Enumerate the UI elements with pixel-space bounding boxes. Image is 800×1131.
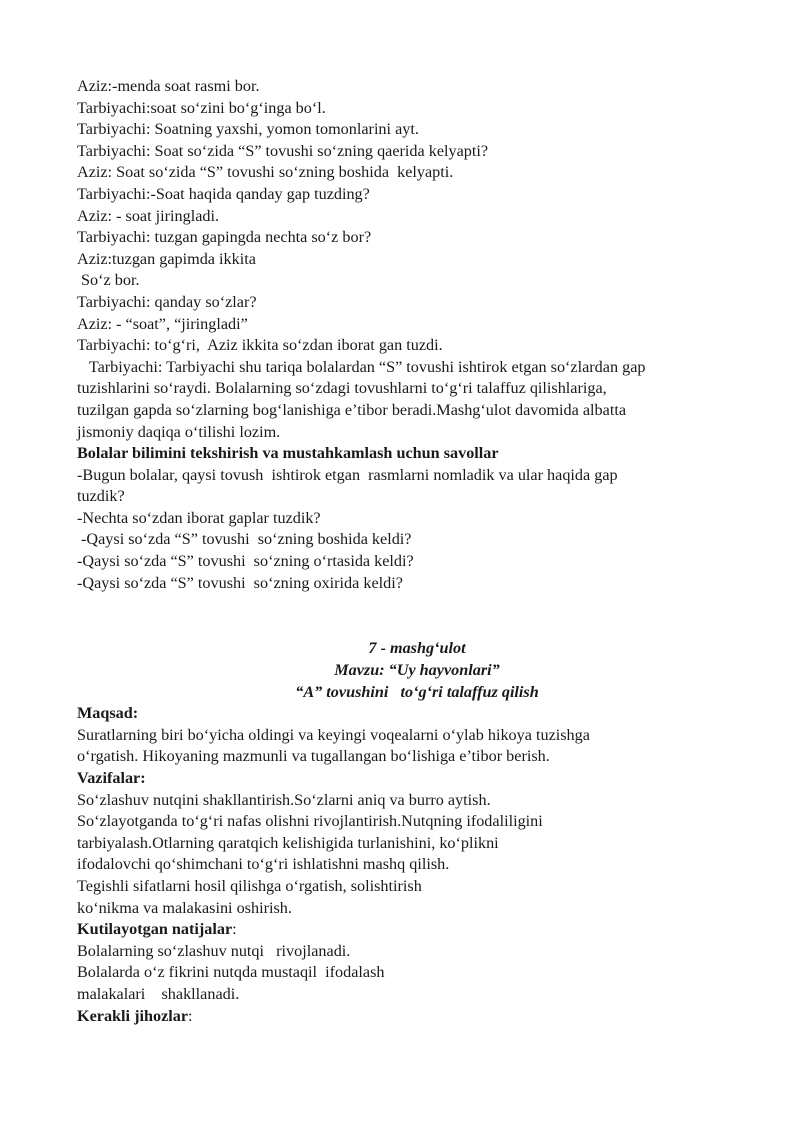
- goal-text: [77, 725, 757, 768]
- review-question: -Nechta so‘zdan iborat gaplar tuzdik?: [77, 508, 321, 527]
- lesson-number: 7 - mashg‘ulot: [368, 639, 466, 658]
- dialogue-line: Aziz: - soat jiringladi.: [77, 206, 220, 225]
- dialogue-line: Tarbiyachi: qanday so‘zlar?: [77, 292, 257, 311]
- dialogue-line: Tarbiyachi: Soatning yaxshi, yomon tomonlarini ayt.: [77, 120, 419, 139]
- goal-line: o‘rgatish. Hikoyaning mazmunli va tugallangan bo‘lishiga e’tibor berish.: [77, 747, 550, 766]
- tasks-line: So‘zlayotganda to‘g‘ri nafas olishni rivojlantirish.Nutqning ifodaliligini: [77, 812, 543, 831]
- results-heading: Kutilayotgan natijalar: [77, 920, 233, 939]
- dialogue-line: Tarbiyachi: to‘g‘ri, Aziz ikkita so‘zdan iborat gan tuzdi.: [77, 336, 443, 355]
- summary-line: tuzishlarini so‘raydi. Bolalarning so‘zdagi tovushlarni to‘g‘ri talaffuz qilishlariga,: [77, 379, 607, 398]
- summary-paragraph: [77, 357, 757, 443]
- review-question: -Qaysi so‘zda “S” tovushi so‘zning o‘rtasida keldi?: [77, 552, 414, 571]
- results-text: [77, 941, 757, 1006]
- review-question: -Bugun bolalar, qaysi tovush ishtirok etgan rasmlarni nomladik va ular haqida gap: [77, 465, 618, 484]
- review-heading: Bolalar bilimini tekshirish va mustahkamlash uchun savollar: [77, 444, 499, 463]
- results-colon: :: [232, 920, 237, 939]
- summary-line: jismoniy daqiqa o‘tilishi lozim.: [77, 422, 281, 441]
- results-line: malakalari shakllanadi.: [77, 984, 240, 1003]
- tasks-line: tarbiyalash.Otlarning qaratqich kelishigida turlanishini, ko‘plikni: [77, 833, 499, 852]
- tasks-line: ifodalovchi qo‘shimchani to‘g‘ri ishlatishni mashq qilish.: [77, 855, 450, 874]
- lesson-topic: Mavzu: “Uy hayvonlari”: [334, 661, 500, 680]
- tasks-text: [77, 790, 757, 920]
- lesson-title-block: [77, 637, 757, 703]
- review-question: -Qaysi so‘zda “S” tovushi so‘zning oxirida keldi?: [77, 573, 403, 592]
- results-heading-row: [77, 919, 757, 941]
- equipment-heading: Kerakli jihozlar: [77, 1006, 189, 1025]
- goal-line: Suratlarning biri bo‘yicha oldingi va keyingi voqealarni o‘ylab hikoya tuzishga: [77, 725, 590, 744]
- tasks-heading: Vazifalar:: [77, 769, 146, 788]
- tasks-line: So‘zlashuv nutqini shakllantirish.So‘zlarni aniq va burro aytish.: [77, 790, 491, 809]
- dialogue-line: Tarbiyachi: tuzgan gapingda nechta so‘z bor?: [77, 228, 372, 247]
- equipment-colon: :: [188, 1006, 193, 1025]
- review-question: tuzdik?: [77, 487, 125, 506]
- dialogue-line: Aziz:-menda soat rasmi bor.: [77, 77, 260, 95]
- goal-heading: Maqsad:: [77, 704, 139, 723]
- results-line: Bolalarda o‘z fikrini nutqda mustaqil ifodalash: [77, 963, 385, 982]
- dialogue-line: Tarbiyachi: Soat so‘zida “S” tovushi so‘zning qaerida kelyapti?: [77, 141, 489, 160]
- dialogue-line: So‘z bor.: [77, 271, 140, 290]
- equipment-heading-row: [77, 1006, 757, 1028]
- dialogue-line: Aziz: Soat so‘zida “S” tovushi so‘zning boshida kelyapti.: [77, 163, 454, 182]
- review-questions: [77, 465, 757, 595]
- review-question: -Qaysi so‘zda “S” tovushi so‘zning boshida keldi?: [77, 530, 412, 549]
- dialogue-line: Tarbiyachi:-Soat haqida qanday gap tuzding?: [77, 184, 370, 203]
- section-spacer: [77, 594, 757, 637]
- dialogue-line: Aziz:tuzgan gapimda ikkita: [77, 249, 256, 268]
- dialogue-line: Tarbiyachi:soat so‘zini bo‘g‘inga bo‘l.: [77, 98, 326, 117]
- summary-line: tuzilgan gapda so‘zlarning bog‘lanishiga e’tibor beradi.Mashg‘ulot davomida albatta: [77, 400, 627, 419]
- document-page: [77, 76, 757, 1027]
- results-line: Bolalarning so‘zlashuv nutqi rivojlanadi.: [77, 941, 351, 960]
- lesson-subtopic: “A” tovushini to‘g‘ri talaffuz qilish: [295, 683, 539, 702]
- dialogue-line: Aziz: - “soat”, “jiringladi”: [77, 314, 248, 333]
- dialogue-section: [77, 76, 757, 357]
- tasks-line: ko‘nikma va malakasini oshirish.: [77, 898, 292, 917]
- tasks-line: Tegishli sifatlarni hosil qilishga o‘rgatish, solishtirish: [77, 877, 422, 895]
- summary-line: Tarbiyachi: Tarbiyachi shu tariqa bolalardan “S” tovushi ishtirok etgan so‘zlardan gap: [77, 357, 646, 376]
